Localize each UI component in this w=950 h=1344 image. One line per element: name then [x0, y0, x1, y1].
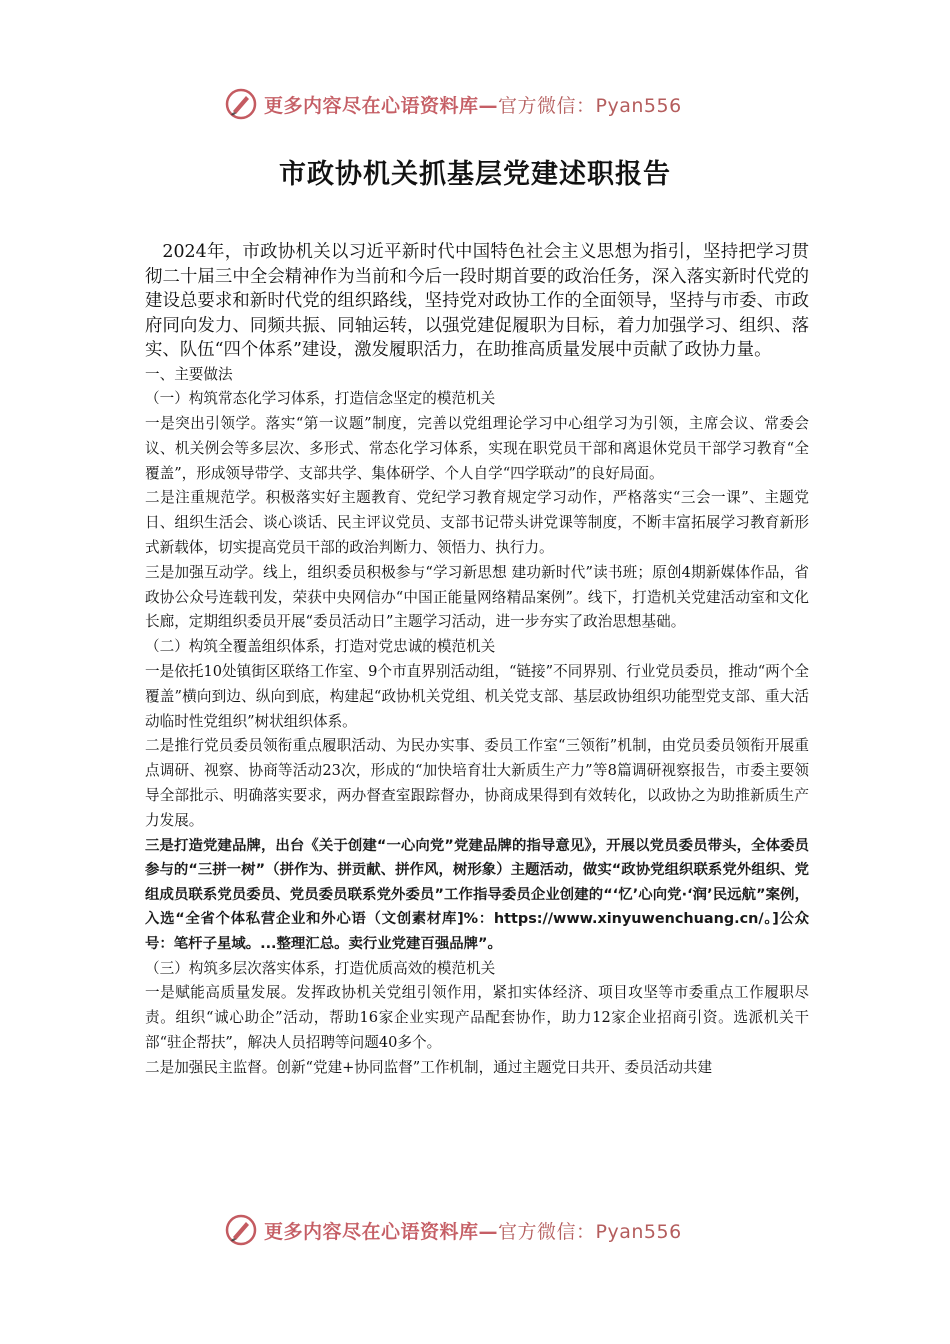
brush-logo-icon	[224, 87, 258, 121]
paragraph-1-3: 三是加强互动学。线上，组织委员积极参与“学习新思想 建功新时代”读书班；原创4期新媒体作品，省政协公众号连载刊发，荣获中央网信办“中国正能量网络精品案例”。线下，打造机关党建活动室和文化长廊，定期组织委员开展“委员活动日”主题学习活动，进一步夯实了政治思想基础。	[145, 563, 809, 631]
intro-paragraph: 2024年，市政协机关以习近平新时代中国特色社会主义思想为指引，坚持把学习贯彻二十届三中全会精神作为当前和今后一段时期首要的政治任务，深入落实新时代党的建设总要求和新时代党的组织路线，坚持党对政协工作的全面领导，坚持与市委、市政府同向发力、同频共振、同轴运转，以强党建促履职为目标，着力加强学习、组织、落实、队伍“四个体系”建设，激发履职活力，在助推高质量发展中贡献了政协力量。	[145, 242, 809, 360]
paragraph-1-2: 二是注重规范学。积极落实好主题教育、党纪学习教育规定学习动作，严格落实“三会一课”、主题党日、组织生活会、谈心谈话、民主评议党员、支部书记带头讲党课等制度，不断丰富拓展学习教育新形式新载体，切实提高党员干部的政治判断力、领悟力、执行力。	[145, 489, 809, 557]
document-body	[145, 240, 809, 1081]
banner-wechat: 官方微信：Pyan556	[498, 1220, 682, 1243]
subsection-heading-2: （二）构筑全覆盖组织体系，打造对党忠诚的模范机关	[145, 638, 496, 656]
paragraph-1-1: 一是突出引领学。落实“第一议题”制度，完善以党组理论学习中心组学习为引领，主席会议、常委会议、机关例会等多层次、多形式、常态化学习体系，实现在职党员干部和离退休党员干部学习教育“全覆盖”，形成领导带学、支部共学、集体研学、个人自学“四学联动”的良好局面。	[145, 415, 809, 482]
paragraph-2-2: 二是推行党员委员领衔重点履职活动、为民办实事、委员工作室“三领衔”机制，由党员委员领衔开展重点调研、视察、协商等活动23次，形成的“加快培育壮大新质生产力”等8篇调研视察报告，市委主要领导全部批示、明确落实要求，两办督查室跟踪督办，协商成果得到有效转化，以政协之为助推新质生产力发展。	[145, 737, 809, 829]
footer-watermark-banner	[224, 1210, 744, 1250]
subsection-heading-1: （一）构筑常态化学习体系，打造信念坚定的模范机关	[145, 390, 496, 408]
header-watermark-banner	[224, 84, 744, 124]
page-title: 市政协机关抓基层党建述职报告	[279, 159, 671, 190]
subsection-heading-3: （三）构筑多层次落实体系，打造优质高效的模范机关	[145, 959, 496, 977]
section-heading-1: 一、主要做法	[145, 365, 233, 383]
paragraph-2-3: 三是打造党建品牌，出台《关于创建“一心向党”党建品牌的指导意见》，开展以党员委员带头，全体委员参与的“三拼一树”（拼作为、拼贡献、拼作风，树形象）主题活动，做实“政协党组织联系党外组织、党组成员联系党员委员、党员委员联系党外委员”工作指导委员企业创建的“‘忆’心向党·‘润’民远航”案例，入选“全省个体私营企业和外心语（文创素材库]%：https://www.xinyuwenchuang.cn/。]公众号：笔杆子星域。...整理汇总。卖行业党建百强品牌”。	[145, 837, 809, 953]
paragraph-3-1: 一是赋能高质量发展。发挥政协机关党组引领作用，紧扣实体经济、项目攻坚等市委重点工作履职尽责。组织“诚心助企”活动，帮助16家企业实现产品配套协作，助力12家企业招商引资。选派机关干部“驻企帮扶”，解决人员招聘等问题40多个。	[145, 984, 809, 1051]
paragraph-2-1: 一是依托10处镇街区联络工作室、9个市直界别活动组，“链接”不同界别、行业党员委员，推动“两个全覆盖”横向到边、纵向到底，构建起“政协机关党组、机关党支部、基层政协组织功能型党支部、重大活动临时性党组织”树状组织体系。	[145, 663, 809, 730]
banner-wechat: 官方微信：Pyan556	[498, 94, 682, 117]
brush-logo-icon	[224, 1213, 258, 1247]
paragraph-3-2: 二是加强民主监督。创新“党建+协同监督”工作机制，通过主题党日共开、委员活动共建	[145, 1058, 713, 1076]
banner-text: 更多内容尽在心语资料库—官方微信：Pyan556	[264, 1220, 682, 1243]
banner-text: 更多内容尽在心语资料库—官方微信：Pyan556	[264, 94, 682, 117]
